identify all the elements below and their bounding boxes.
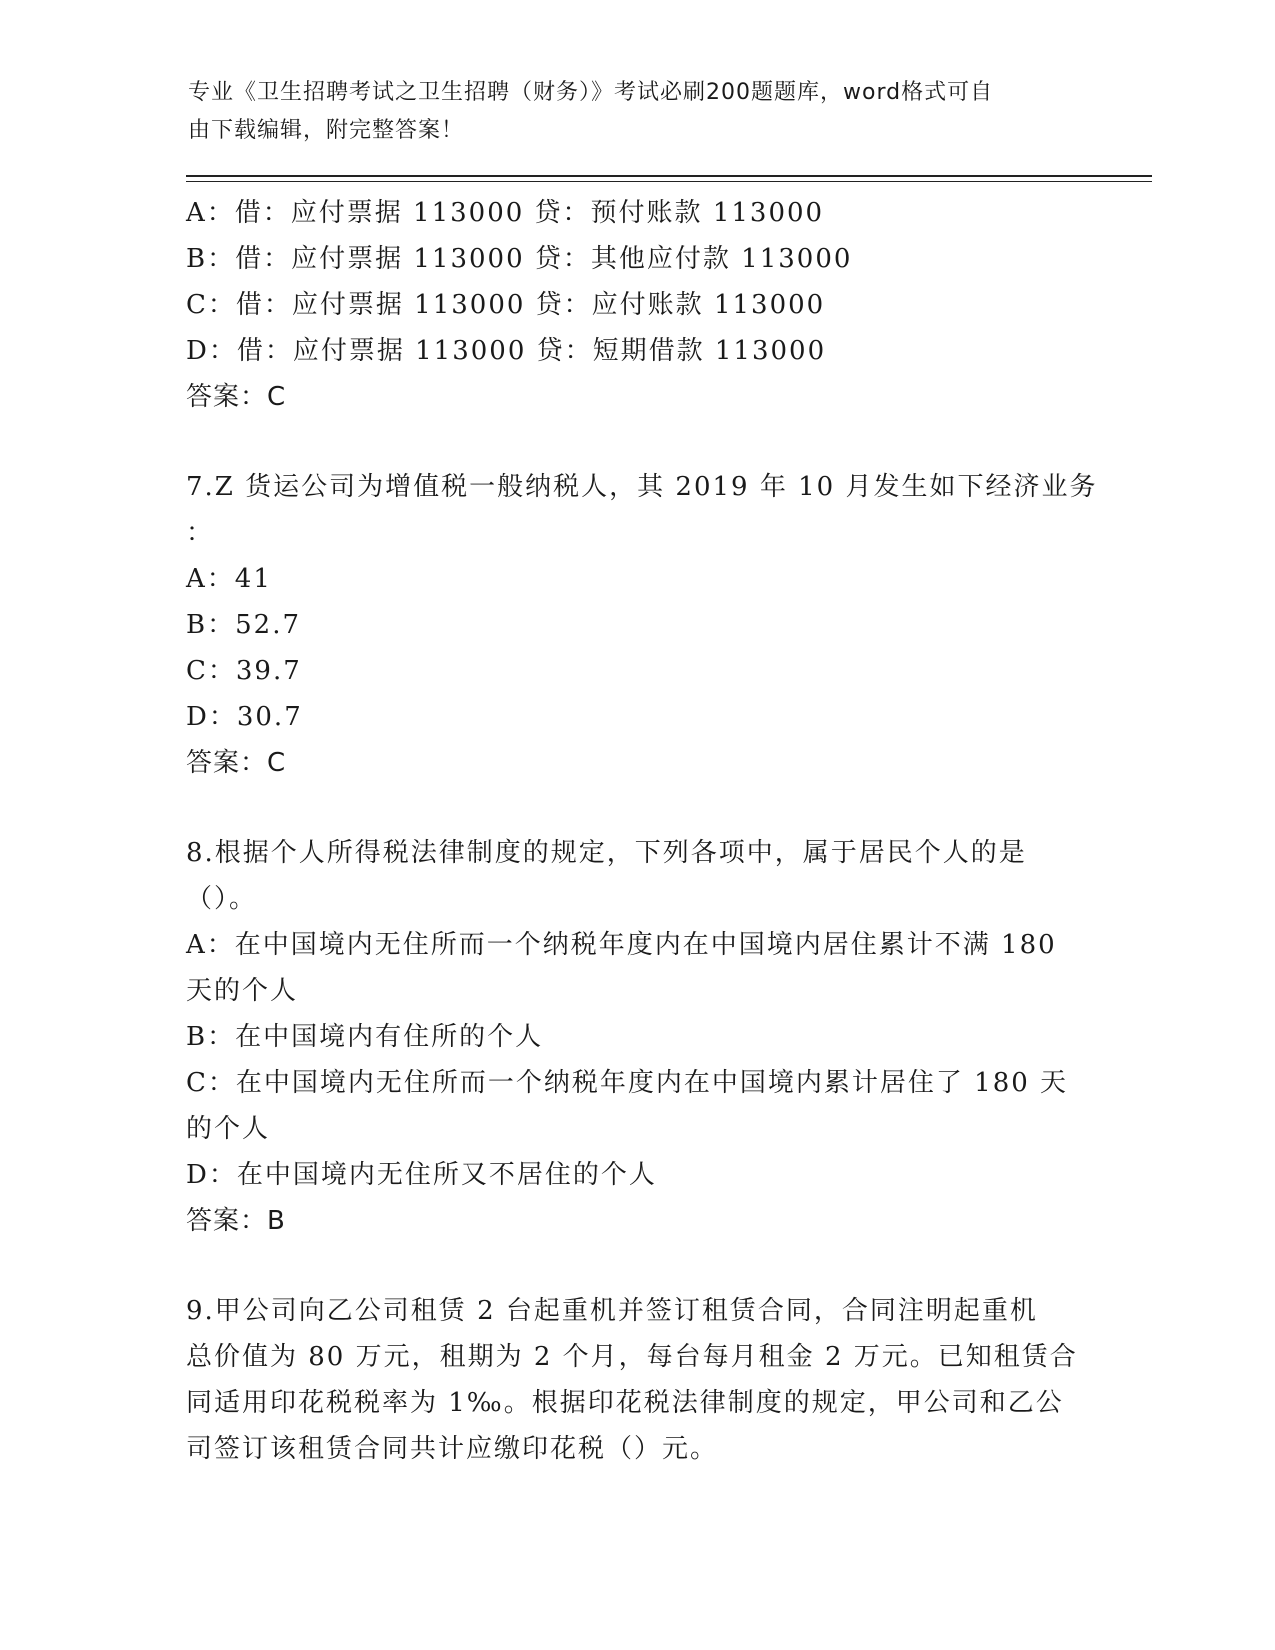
document-header	[188, 74, 1068, 150]
question-text: 8.根据个人所得税法律制度的规定，下列各项中，属于居民个人的是	[186, 838, 1027, 868]
option-c: C：39.7	[186, 656, 302, 686]
option-a: A：在中国境内无住所而一个纳税年度内在中国境内居住累计不满 180	[186, 930, 1057, 960]
question-7	[186, 464, 1098, 786]
option-c: C：在中国境内无住所而一个纳税年度内在中国境内累计居住了 180 天	[186, 1068, 1069, 1098]
question-text: 9.甲公司向乙公司租赁 2 台起重机并签订租赁合同，合同注明起重机	[186, 1296, 1038, 1326]
question-8	[186, 830, 1086, 1244]
option-d: D：在中国境内无住所又不居住的个人	[186, 1160, 657, 1190]
header-line-1: 专业《卫生招聘考试之卫生招聘（财务）》考试必刷200题题库，word格式可自	[188, 80, 994, 105]
answer: 答案：C	[186, 382, 287, 412]
question-6	[186, 190, 1086, 420]
option-b: B：在中国境内有住所的个人	[186, 1022, 544, 1052]
option-b: B：借：应付票据 113000 贷：其他应付款 113000	[186, 244, 853, 274]
option-a-continued: 天的个人	[186, 976, 299, 1006]
option-d: D：30.7	[186, 702, 303, 732]
question-list	[186, 190, 1098, 1472]
option-d: D：借：应付票据 113000 贷：短期借款 113000	[186, 336, 827, 366]
question-text: 司签订该租赁合同共计应缴印花税（）元。	[186, 1434, 719, 1464]
header-divider-thick	[186, 175, 1152, 177]
option-b: B：52.7	[186, 610, 301, 640]
answer: 答案：C	[186, 748, 287, 778]
answer: 答案：B	[186, 1206, 286, 1236]
question-9	[186, 1288, 1086, 1472]
question-text: 总价值为 80 万元，租期为 2 个月，每台每月租金 2 万元。已知租赁合	[186, 1342, 1078, 1372]
question-text: （）。	[186, 884, 258, 914]
question-text: 7.Z 货运公司为增值税一般纳税人，其 2019 年 10 月发生如下经济业务	[186, 472, 1098, 502]
option-a: A：借：应付票据 113000 贷：预付账款 113000	[186, 198, 825, 228]
header-line-2: 由下载编辑，附完整答案！	[188, 118, 465, 143]
option-a: A：41	[186, 564, 272, 594]
header-divider-thin	[186, 181, 1152, 182]
question-text: 同适用印花税税率为 1‰。根据印花税法律制度的规定，甲公司和乙公	[186, 1388, 1064, 1418]
option-c-continued: 的个人	[186, 1114, 271, 1144]
question-text: ：	[186, 518, 215, 548]
option-c: C：借：应付票据 113000 贷：应付账款 113000	[186, 290, 826, 320]
